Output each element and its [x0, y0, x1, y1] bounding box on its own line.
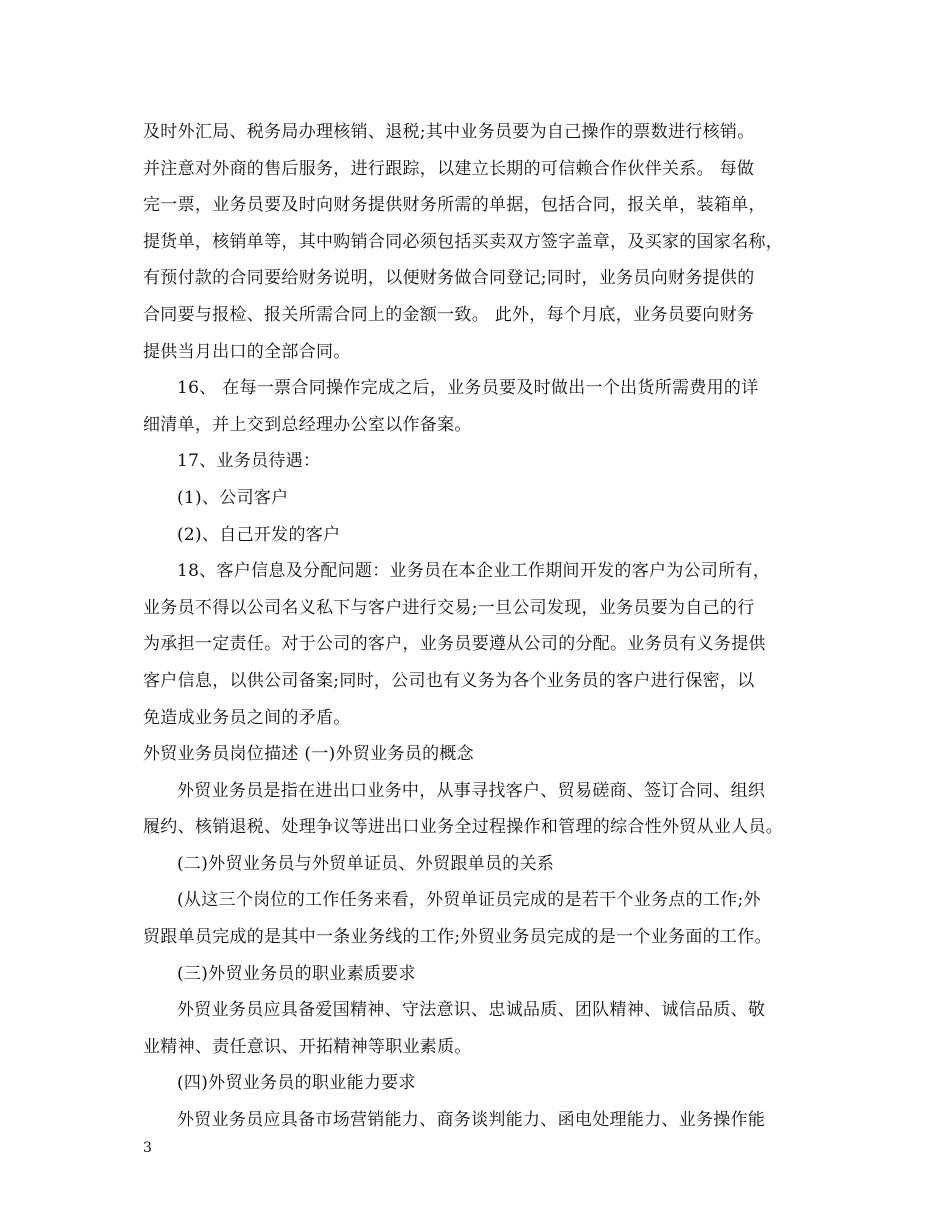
text-line: 细清单，并上交到总经理办公室以作备案。: [143, 414, 472, 435]
text-line: (2)、自己开发的客户: [177, 524, 341, 545]
text-line: 外贸业务员是指在进出口业务中，从事寻找客户、贸易磋商、签订合同、组织: [177, 780, 766, 801]
text-line: 提货单，核销单等，其中购销合同必须包括买卖双方签字盖章，及买家的国家名称，: [143, 231, 784, 252]
text-line: (1)、公司客户: [177, 487, 289, 508]
text-line: (四)外贸业务员的职业能力要求: [177, 1073, 416, 1094]
text-line: 免造成业务员之间的矛盾。: [143, 707, 351, 728]
text-line: 履约、核销退税、处理争议等进出口业务全过程操作和管理的综合性外贸从业人员。: [143, 817, 784, 838]
page-number: 3: [143, 1140, 152, 1156]
document-body: [143, 114, 823, 1139]
text-line: 完一票，业务员要及时向财务提供财务所需的单据，包括合同，报关单，装箱单，: [143, 195, 766, 216]
text-line: (三)外贸业务员的职业素质要求: [177, 963, 416, 984]
text-line: 业精神、责任意识、开拓精神等职业素质。: [143, 1036, 472, 1057]
text-line: 业务员不得以公司名义私下与客户进行交易;一旦公司发现，业务员要为自己的行: [143, 597, 755, 618]
text-line: 18、客户信息及分配问题：业务员在本企业工作期间开发的客户为公司所有，: [177, 561, 771, 582]
text-line: 外贸业务员岗位描述 (一)外贸业务员的概念: [143, 744, 474, 765]
text-line: (从这三个岗位的工作任务来看，外贸单证员完成的是若干个业务点的工作;外: [177, 890, 761, 911]
text-line: 及时外汇局、税务局办理核销、退税;其中业务员要为自己操作的票数进行核销。: [143, 122, 755, 142]
text-line: 合同要与报检、报关所需合同上的金额一致。 此外，每个月底，业务员要向财务: [143, 304, 755, 325]
text-line: 贸跟单员完成的是其中一条业务线的工作;外贸业务员完成的是一个业务面的工作。: [143, 927, 772, 948]
text-line: 外贸业务员应具备市场营销能力、商务谈判能力、函电处理能力、业务操作能: [177, 1110, 766, 1131]
text-line: 为承担一定责任。对于公司的客户，业务员要遵从公司的分配。业务员有义务提供: [143, 634, 766, 655]
text-line: 提供当月出口的全部合同。: [143, 341, 351, 362]
text-line: 客户信息，以供公司备案;同时，公司也有义务为各个业务员的客户进行保密，以: [143, 670, 755, 691]
text-line: 17、业务员待遇：: [177, 451, 321, 472]
text-line: 有预付款的合同要给财务说明，以便财务做合同登记;同时，业务员向财务提供的: [143, 268, 755, 289]
text-line: 16、 在每一票合同操作完成之后，业务员要及时做出一个出货所需费用的详: [177, 378, 759, 399]
text-line: 外贸业务员应具备爱国精神、守法意识、忠诚品质、团队精神、诚信品质、敬: [177, 1000, 766, 1021]
text-line: (二)外贸业务员与外贸单证员、外贸跟单员的关系: [177, 853, 555, 874]
text-line: 并注意对外商的售后服务，进行跟踪，以建立长期的可信赖合作伙伴关系。 每做: [143, 158, 755, 179]
